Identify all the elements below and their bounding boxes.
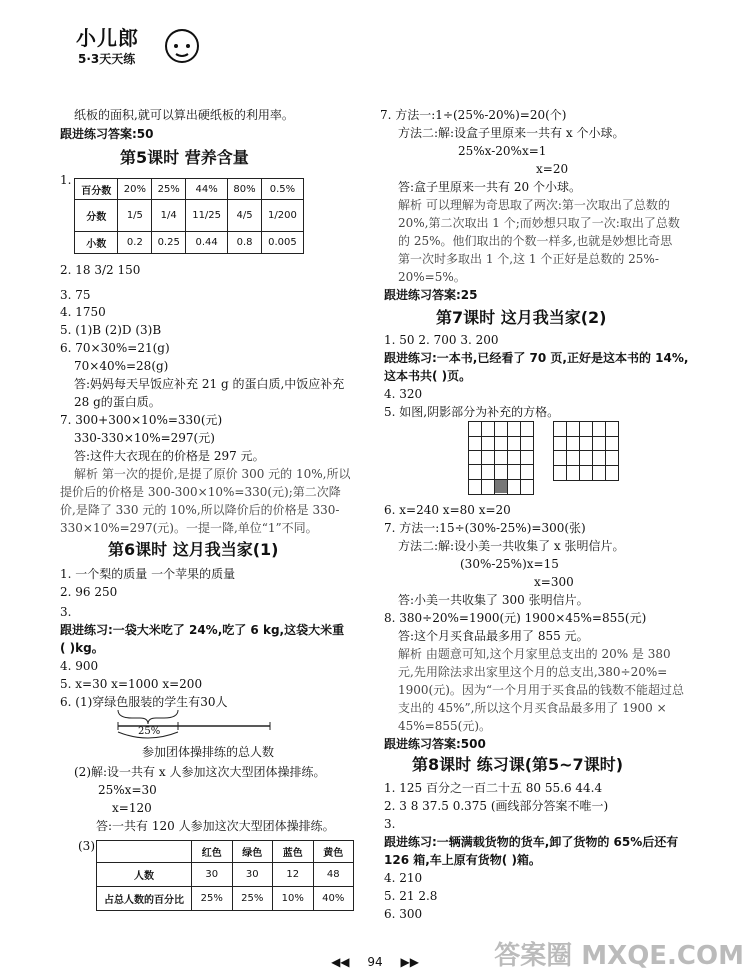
explanation-line: 的 25%。他们取出的个数一样多,也就是妙想比奇思 (398, 234, 673, 248)
text-line: 纸板的面积,就可以算出硬纸板的利用率。 (74, 108, 294, 122)
practice-question: 跟进练习:一辆满载货物的货车,卸了货物的 65%后还有 (384, 835, 679, 849)
table-cell: 蓝色 (273, 841, 314, 863)
section-title: 第8课时 练习课(第5~7课时) (412, 755, 624, 774)
percent-label: 25% (138, 726, 161, 737)
table-cell: 25% (152, 179, 186, 200)
answer-line: 2. 3 8 37.5 0.375 (画线部分答案不唯一) (384, 799, 609, 813)
diagram-caption: 参加团体操排练的总人数 (142, 745, 275, 759)
table-cell: 百分数 (75, 179, 118, 200)
section-title: 第6课时 这月我当家(1) (108, 540, 279, 559)
answer-line: 答:妈妈每天早饭应补充 21 g 的蛋白质,中饭应补充 (74, 377, 345, 391)
next-page-icon[interactable]: ▶▶ (400, 955, 419, 969)
table-cell: 1/5 (118, 200, 152, 232)
table-cell: 0.5% (261, 179, 303, 200)
practice-question: ( )kg。 (60, 641, 104, 655)
table-cell: 1/200 (261, 200, 303, 232)
answer-line: 4. 1750 (60, 305, 106, 319)
table-cell: 0.005 (261, 232, 303, 254)
answer-line: 方法二:解:设小美一共收集了 x 张明信片。 (398, 539, 625, 553)
logo (72, 20, 212, 74)
logo-title: 小儿郎 (76, 26, 139, 50)
table-cell: 黄色 (313, 841, 354, 863)
answer-line: 5. 如图,阴影部分为补充的方格。 (384, 405, 560, 419)
table-cell: 人数 (97, 863, 192, 887)
practice-answer: 跟进练习答案:500 (384, 737, 486, 751)
answer-line: 1. 50 2. 700 3. 200 (384, 333, 499, 347)
answer-line: 1. 一个梨的质量 一个苹果的质量 (60, 567, 236, 581)
answer-line: 28 g的蛋白质。 (74, 395, 161, 409)
answer-line: 6. x=240 x=80 x=20 (384, 503, 511, 517)
practice-question: 跟进练习:一本书,已经看了 70 页,正好是这本书的 14%, (384, 351, 689, 365)
practice-question: 这本书共( )页。 (384, 369, 472, 383)
explanation-line: 解析 第一次的提价,是提了原价 300 元的 10%,所以 (74, 467, 351, 481)
answer-line: 7. 方法一:15÷(30%-25%)=300(张) (384, 521, 586, 535)
answer-line: 2. 96 250 (60, 585, 118, 599)
explanation-line: 价,是降了 330 元的 10%,所以降价后的价格是 330- (60, 503, 340, 517)
answer-line: (3) (78, 839, 95, 853)
table-cell: 绿色 (232, 841, 273, 863)
table-cell: 占总人数的百分比 (97, 887, 192, 911)
answer-line: 3. (384, 817, 396, 831)
table-cell: 30 (232, 863, 273, 887)
practice-question: 126 箱,车上原有货物( )箱。 (384, 853, 541, 867)
table-cell: 30 (192, 863, 233, 887)
answer-line: 答:这个月买食品最多用了 855 元。 (398, 629, 589, 643)
answer-line: 6. (1)穿绿色服装的学生有30人 (60, 695, 228, 709)
explanation-line: 第一次时多取出 1 个,这 1 个正好是总数的 25%- (398, 252, 659, 266)
answer-line: x=20 (536, 162, 569, 176)
table-cell: 80% (228, 179, 262, 200)
answer-line: 330-330×10%=297(元) (74, 431, 215, 445)
answer-line: (2)解:设一共有 x 人参加这次大型团体操排练。 (74, 765, 326, 779)
table-cell: 1/4 (152, 200, 186, 232)
table-cell: 0.8 (228, 232, 262, 254)
explanation-line: 解析 由题意可知,这个月家里总支出的 20% 是 380 (398, 647, 671, 661)
answer-line: 答:一共有 120 人参加这次大型团体操排练。 (96, 819, 335, 833)
section-title: 第7课时 这月我当家(2) (436, 308, 607, 327)
table-cell: 20% (118, 179, 152, 200)
answer-line: 答:盒子里原来一共有 20 个小球。 (398, 180, 581, 194)
answer-line: 7. 300+300×10%=330(元) (60, 413, 223, 427)
table-cell: 红色 (192, 841, 233, 863)
practice-answer: 跟进练习答案:25 (384, 288, 478, 302)
answer-line: 3. 75 (60, 288, 91, 302)
explanation-line: 提价后的价格是 300-300×10%=330(元);第二次降 (60, 485, 341, 499)
explanation-line: 解析 可以理解为奇思取了两次:第一次取出了总数的 (398, 198, 670, 212)
practice-question: 跟进练习:一袋大米吃了 24%,吃了 6 kg,这袋大米重 (60, 623, 345, 637)
answer-line: 4. 210 (384, 871, 423, 885)
answer-line: 1. 125 百分之一百二十五 80 55.6 44.4 (384, 781, 603, 795)
section-title: 第5课时 营养含量 (120, 148, 249, 167)
table-cell: 44% (186, 179, 228, 200)
boy-mascot-icon (160, 22, 204, 70)
table-cell: 11/25 (186, 200, 228, 232)
answer-line: 6. 70×30%=21(g) (60, 341, 170, 355)
answer-line: x=120 (112, 801, 152, 815)
answer-line: (30%-25%)x=15 (460, 557, 559, 571)
explanation-line: 20%,第二次取出 1 个;而妙想只取了一次:取出了总数 (398, 216, 680, 230)
answer-line: 答:这件大衣现在的价格是 297 元。 (74, 449, 265, 463)
answer-line: 2. 18 3/2 150 (60, 263, 141, 277)
percent-fraction-table (74, 178, 304, 254)
table-cell: 48 (313, 863, 354, 887)
answer-line: 答:小美一共收集了 300 张明信片。 (398, 593, 589, 607)
table-cell: 40% (313, 887, 354, 911)
table-cell (97, 841, 192, 863)
table-cell: 小数 (75, 232, 118, 254)
table-cell: 25% (232, 887, 273, 911)
answer-line: 70×40%=28(g) (74, 359, 169, 373)
explanation-line: 45%=855(元)。 (398, 719, 491, 733)
answer-line: 4. 900 (60, 659, 99, 673)
answer-line: 6. 300 (384, 907, 423, 921)
answer-line: x=300 (534, 575, 574, 589)
question-number: 1. (60, 173, 72, 187)
table-cell: 0.2 (118, 232, 152, 254)
grid-figure-left (468, 421, 534, 495)
prev-page-icon[interactable]: ◀◀ (331, 955, 350, 969)
practice-answer: 跟进练习答案:50 (60, 127, 154, 141)
answer-line: 3. (60, 605, 72, 619)
color-stats-table (96, 840, 354, 911)
explanation-line: 20%=5%。 (398, 270, 466, 284)
explanation-line: 1900(元)。因为“一个月用于买食品的钱数不能超过总 (398, 683, 685, 697)
answer-line: 5. 21 2.8 (384, 889, 438, 903)
answer-line: 25%x-20%x=1 (458, 144, 547, 158)
page-number: 94 (367, 955, 383, 969)
answer-line: 方法二:解:设盒子里原来一共有 x 个小球。 (398, 126, 625, 140)
answer-line: 8. 380÷20%=1900(元) 1900×45%=855(元) (384, 611, 647, 625)
answer-line: 25%x=30 (98, 783, 157, 797)
explanation-line: 330×10%=297(元)。一提一降,单位“1”不同。 (60, 521, 318, 535)
line-segment-diagram (110, 708, 280, 744)
explanation-line: 元,先用除法求出家里这个月的总支出,380÷20%= (398, 665, 668, 679)
table-cell: 25% (192, 887, 233, 911)
table-cell: 4/5 (228, 200, 262, 232)
watermark: 答案圈 MXQE.COM (494, 941, 744, 971)
answer-line: 4. 320 (384, 387, 423, 401)
grid-figure-right (553, 421, 619, 481)
table-cell: 分数 (75, 200, 118, 232)
explanation-line: 支出的 45%”,所以这个月买食品最多用了 1900 × (398, 701, 667, 715)
answer-line: 5. x=30 x=1000 x=200 (60, 677, 203, 691)
logo-subtitle: 5·3天天练 (78, 52, 136, 66)
answer-line: 5. (1)B (2)D (3)B (60, 323, 162, 337)
answer-line: 7. 方法一:1÷(25%-20%)=20(个) (380, 108, 567, 122)
table-cell: 0.25 (152, 232, 186, 254)
table-cell: 12 (273, 863, 314, 887)
table-cell: 10% (273, 887, 314, 911)
table-cell: 0.44 (186, 232, 228, 254)
